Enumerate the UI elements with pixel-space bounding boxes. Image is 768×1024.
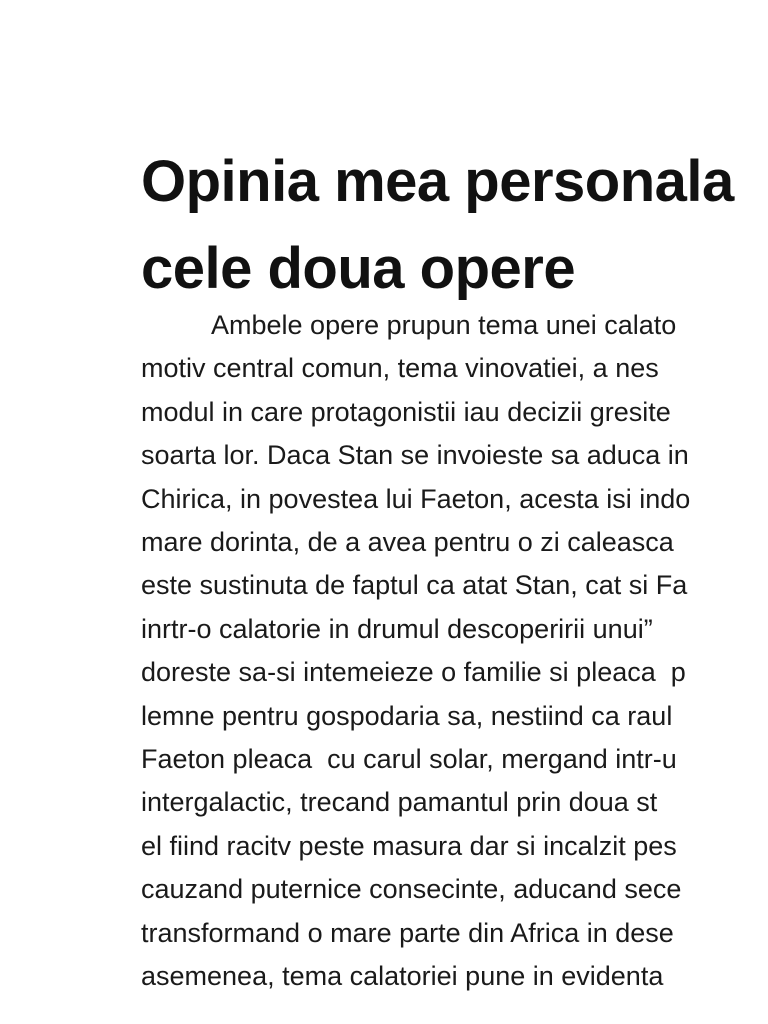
paragraph-line: intergalactic, trecand pamantul prin doua st (141, 787, 658, 818)
document-title (141, 138, 768, 312)
paragraph-line: asemenea, tema calatoriei pune in evidenta (141, 961, 664, 992)
document-content (141, 138, 768, 999)
paragraph-line: doreste sa-si intemeieze o familie si pleaca p (141, 657, 686, 688)
paragraph-line: lemne pentru gospodaria sa, nestiind ca raul (141, 700, 673, 731)
paragraph-line: motiv central comun, tema vinovatiei, a nes (141, 353, 659, 384)
paragraph-line: Faeton pleaca cu carul solar, mergand intr-u (141, 744, 677, 775)
paragraph-line: transformand o mare parte din Africa in dese (141, 917, 674, 948)
paragraph-line: modul in care protagonistii iau decizii gresite (141, 396, 671, 427)
paragraph-line: el fiind racitv peste masura dar si incalzit pes (141, 830, 677, 861)
paragraph-line: mare dorinta, de a avea pentru o zi caleasca (141, 527, 674, 558)
paragraph-line: cauzand puternice consecinte, aducand sece (141, 874, 682, 905)
paragraph-line: soarta lor. Daca Stan se invoieste sa aduca in (141, 440, 689, 471)
title-line: cele doua opere (141, 236, 576, 301)
title-line: Opinia mea personala (141, 149, 734, 214)
paragraph-line: Ambele opere prupun tema unei calato (211, 310, 677, 340)
paragraph-line: Chirica, in povestea lui Faeton, acesta isi indo (141, 483, 691, 514)
paragraph-line: este sustinuta de faptul ca atat Stan, cat si Fa (141, 570, 688, 601)
paragraph-line: inrtr-o calatorie in drumul descoperirii unui” (141, 613, 653, 644)
body-paragraph (141, 304, 768, 999)
